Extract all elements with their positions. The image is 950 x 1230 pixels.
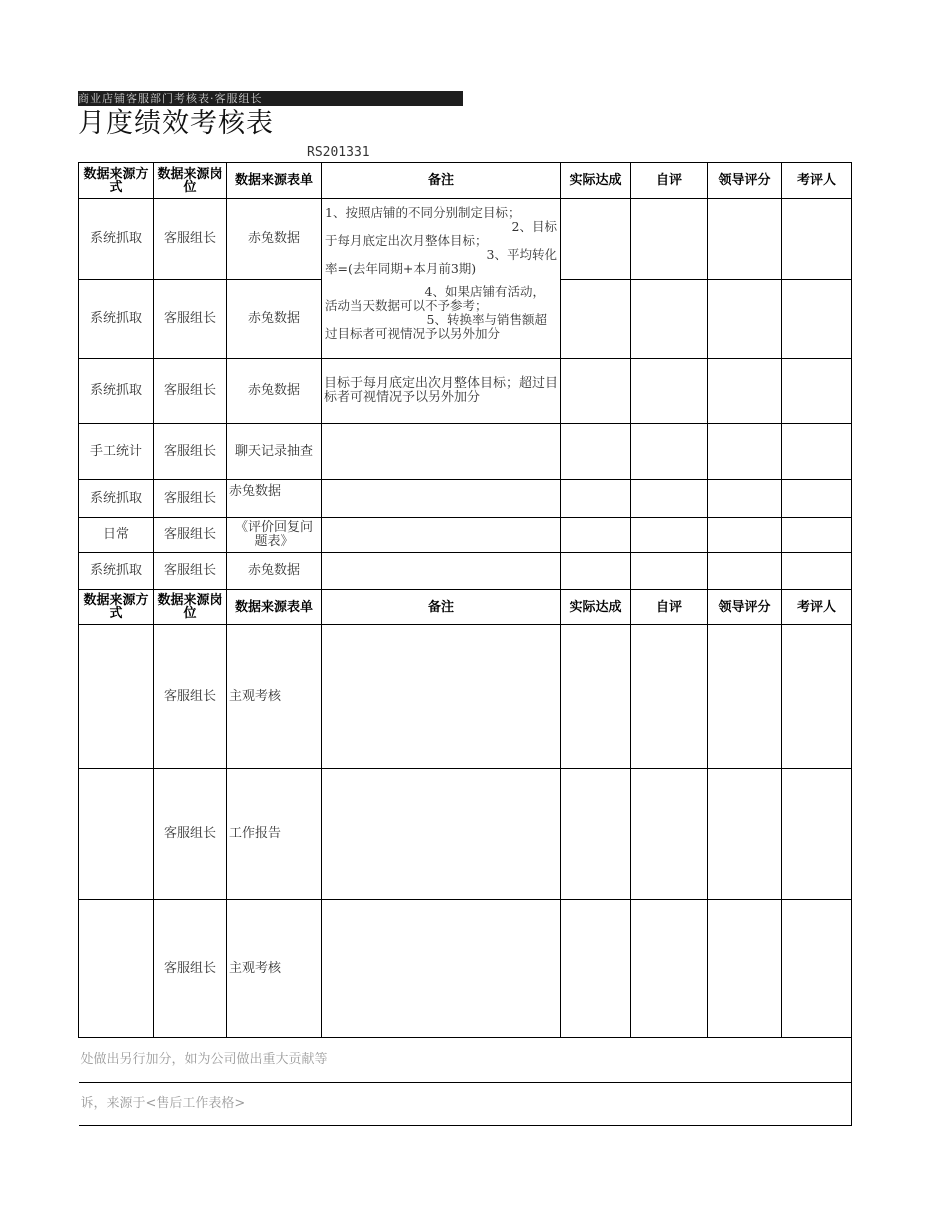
header-banner: 商业店铺客服部门考核表·客服组长: [78, 91, 463, 106]
header-cell: 数据来源岗位: [154, 163, 227, 199]
note-line: 1、按照店铺的不同分别制定目标；: [325, 205, 521, 220]
post-cell: 客服组长: [154, 625, 227, 769]
form-cell: 赤兔数据: [227, 280, 322, 359]
note-cell: [322, 553, 561, 590]
form-cell: 赤兔数据: [227, 199, 322, 280]
actual-cell[interactable]: [561, 280, 631, 359]
evaluator-cell[interactable]: [782, 518, 852, 553]
form-code: RS201331: [307, 145, 370, 160]
actual-cell[interactable]: [561, 769, 631, 900]
note-line: 于每月底定出次月整体目标；: [325, 233, 488, 248]
form-cell: 《评价回复问题表》: [227, 518, 322, 553]
evaluator-cell[interactable]: [782, 480, 852, 518]
method-cell: 手工统计: [79, 424, 154, 480]
form-cell: 赤兔数据: [227, 553, 322, 590]
header-cell: 备注: [322, 590, 561, 625]
leader-score-cell[interactable]: [708, 359, 782, 424]
self-score-cell[interactable]: [631, 199, 708, 280]
post-cell: 客服组长: [154, 359, 227, 424]
table-row: [79, 359, 852, 424]
form-cell: 主观考核: [227, 625, 322, 769]
leader-score-cell[interactable]: [708, 769, 782, 900]
header-cell: 考评人: [782, 163, 852, 199]
footer-row: [79, 1083, 852, 1126]
post-cell: 客服组长: [154, 518, 227, 553]
header-cell: 实际达成: [561, 163, 631, 199]
self-score-cell[interactable]: [631, 424, 708, 480]
actual-cell[interactable]: [561, 625, 631, 769]
self-score-cell[interactable]: [631, 518, 708, 553]
note-line: 2、目标: [511, 219, 557, 234]
form-cell: 赤兔数据: [227, 480, 322, 518]
table-header-row: [79, 163, 852, 199]
leader-score-cell[interactable]: [708, 553, 782, 590]
leader-score-cell[interactable]: [708, 199, 782, 280]
note-cell: [322, 480, 561, 518]
header-cell: 数据来源表单: [227, 163, 322, 199]
header-cell: 实际达成: [561, 590, 631, 625]
evaluator-cell[interactable]: [782, 900, 852, 1038]
actual-cell[interactable]: [561, 359, 631, 424]
leader-score-cell[interactable]: [708, 480, 782, 518]
form-cell: 工作报告: [227, 769, 322, 900]
self-score-cell[interactable]: [631, 553, 708, 590]
footer-note: 诉，来源于<售后工作表格>: [79, 1083, 852, 1126]
evaluator-cell[interactable]: [782, 553, 852, 590]
actual-cell[interactable]: [561, 480, 631, 518]
note-cell: 目标于每月底定出次月整体目标；超过目标者可视情况予以另外加分: [322, 359, 561, 424]
method-cell: 日常: [79, 518, 154, 553]
method-cell: [79, 900, 154, 1038]
evaluator-cell[interactable]: [782, 769, 852, 900]
note-line: 4、如果店铺有活动，: [424, 284, 545, 299]
evaluator-cell[interactable]: [782, 280, 852, 359]
note-cell: [322, 424, 561, 480]
note-line: 3、平均转化: [486, 247, 557, 262]
method-cell: [79, 625, 154, 769]
post-cell: 客服组长: [154, 480, 227, 518]
evaluator-cell[interactable]: [782, 625, 852, 769]
post-cell: 客服组长: [154, 424, 227, 480]
kpi-table: [78, 162, 852, 1126]
header-cell: 领导评分: [708, 590, 782, 625]
footer-note: 处做出另行加分，如为公司做出重大贡献等: [79, 1038, 852, 1083]
leader-score-cell[interactable]: [708, 900, 782, 1038]
header-cell: 数据来源方式: [79, 590, 154, 625]
footer-row: [79, 1038, 852, 1083]
self-score-cell[interactable]: [631, 359, 708, 424]
self-score-cell[interactable]: [631, 769, 708, 900]
post-cell: 客服组长: [154, 769, 227, 900]
form-cell: 聊天记录抽查: [227, 424, 322, 480]
leader-score-cell[interactable]: [708, 518, 782, 553]
self-score-cell[interactable]: [631, 900, 708, 1038]
post-cell: 客服组长: [154, 900, 227, 1038]
header-cell: 数据来源方式: [79, 163, 154, 199]
leader-score-cell[interactable]: [708, 280, 782, 359]
method-cell: [79, 769, 154, 900]
actual-cell[interactable]: [561, 518, 631, 553]
table-row: [79, 518, 852, 553]
page-title: 月度绩效考核表: [78, 108, 274, 139]
note-cell: [322, 518, 561, 553]
evaluator-cell[interactable]: [782, 199, 852, 280]
header-cell: 数据来源表单: [227, 590, 322, 625]
self-score-cell[interactable]: [631, 625, 708, 769]
form-cell: 赤兔数据: [227, 359, 322, 424]
note-line: 率=(去年同期+本月前3期): [325, 261, 477, 276]
post-cell: 客服组长: [154, 553, 227, 590]
note-cell: [322, 900, 561, 1038]
self-score-cell[interactable]: [631, 280, 708, 359]
actual-cell[interactable]: [561, 424, 631, 480]
merged-note-cell: [322, 199, 561, 359]
note-cell: [322, 769, 561, 900]
method-cell: 系统抓取: [79, 359, 154, 424]
method-cell: 系统抓取: [79, 553, 154, 590]
actual-cell[interactable]: [561, 553, 631, 590]
table-row: [79, 480, 852, 518]
table-row: [79, 900, 852, 1038]
header-cell: 数据来源岗位: [154, 590, 227, 625]
method-cell: 系统抓取: [79, 480, 154, 518]
table-row: [79, 424, 852, 480]
header-cell: 领导评分: [708, 163, 782, 199]
table-header-row: [79, 590, 852, 625]
table-row: [79, 769, 852, 900]
note-line: 活动当天数据可以不予参考；: [325, 298, 488, 313]
header-cell: 自评: [631, 590, 708, 625]
actual-cell[interactable]: [561, 900, 631, 1038]
leader-score-cell[interactable]: [708, 625, 782, 769]
table-row: [79, 553, 852, 590]
leader-score-cell[interactable]: [708, 424, 782, 480]
table-row: [79, 625, 852, 769]
evaluator-cell[interactable]: [782, 424, 852, 480]
header-cell: 备注: [322, 163, 561, 199]
method-cell: 系统抓取: [79, 280, 154, 359]
evaluator-cell[interactable]: [782, 359, 852, 424]
self-score-cell[interactable]: [631, 480, 708, 518]
actual-cell[interactable]: [561, 199, 631, 280]
note-line: 5、转换率与销售额超: [426, 312, 547, 327]
note-line: 过目标者可视情况予以另外加分: [325, 326, 501, 341]
method-cell: 系统抓取: [79, 199, 154, 280]
table-row: [79, 199, 852, 280]
post-cell: 客服组长: [154, 199, 227, 280]
post-cell: 客服组长: [154, 280, 227, 359]
header-cell: 自评: [631, 163, 708, 199]
form-cell: 主观考核: [227, 900, 322, 1038]
note-cell: [322, 625, 561, 769]
header-cell: 考评人: [782, 590, 852, 625]
